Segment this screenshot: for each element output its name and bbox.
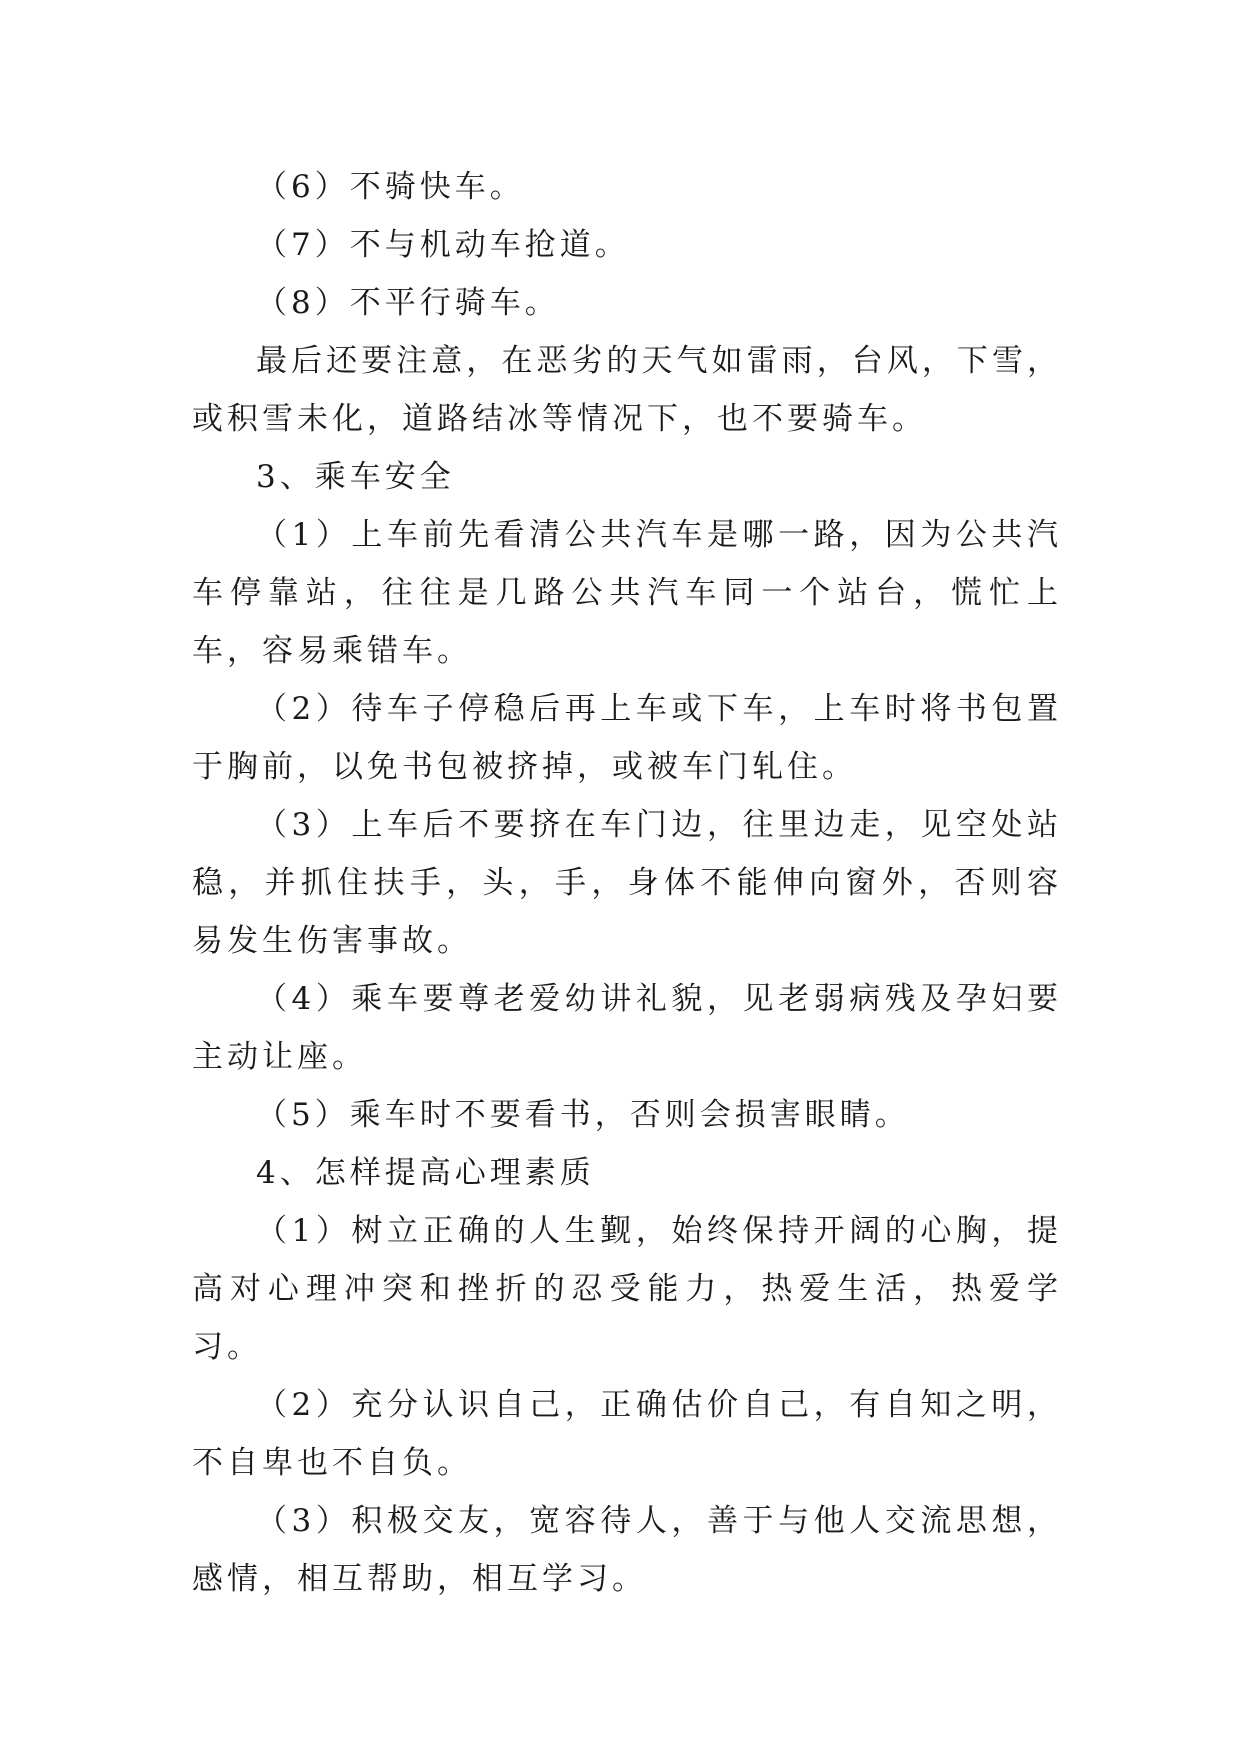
body-paragraph: 最后还要注意，在恶劣的天气如雷雨，台风，下雪，或积雪未化，道路结冰等情况下，也不要骑车。: [192, 343, 1062, 437]
list-item: （6）不骑快车。: [256, 169, 525, 205]
document-body: [192, 158, 1062, 1608]
list-item: （2）待车子停稳后再上车或下车，上车时将书包置于胸前，以免书包被挤掉，或被车门轧住。: [192, 691, 1062, 785]
list-item: （7）不与机动车抢道。: [256, 227, 630, 263]
list-item: （2）充分认识自己，正确估价自己，有自知之明，不自卑也不自负。: [192, 1387, 1062, 1481]
list-item: （1）上车前先看清公共汽车是哪一路，因为公共汽车停靠站，往往是几路公共汽车同一个站台，慌忙上车，容易乘错车。: [192, 517, 1062, 669]
list-item: （3）上车后不要挤在车门边，往里边走，见空处站稳，并抓住扶手，头，手，身体不能伸向窗外，否则容易发生伤害事故。: [192, 807, 1062, 959]
list-item: （5）乘车时不要看书，否则会损害眼睛。: [256, 1097, 910, 1133]
list-item: （3）积极交友，宽容待人，善于与他人交流思想，感情，相互帮助，相互学习。: [192, 1503, 1062, 1597]
section-heading: 3、乘车安全: [256, 459, 455, 495]
list-item: （1）树立正确的人生觐，始终保持开阔的心胸，提高对心理冲突和挫折的忍受能力，热爱生活，热爱学习。: [192, 1213, 1062, 1365]
section-heading: 4、怎样提高心理素质: [256, 1155, 595, 1191]
list-item: （8）不平行骑车。: [256, 285, 560, 321]
list-item: （4）乘车要尊老爱幼讲礼貌，见老弱病残及孕妇要主动让座。: [192, 981, 1062, 1075]
